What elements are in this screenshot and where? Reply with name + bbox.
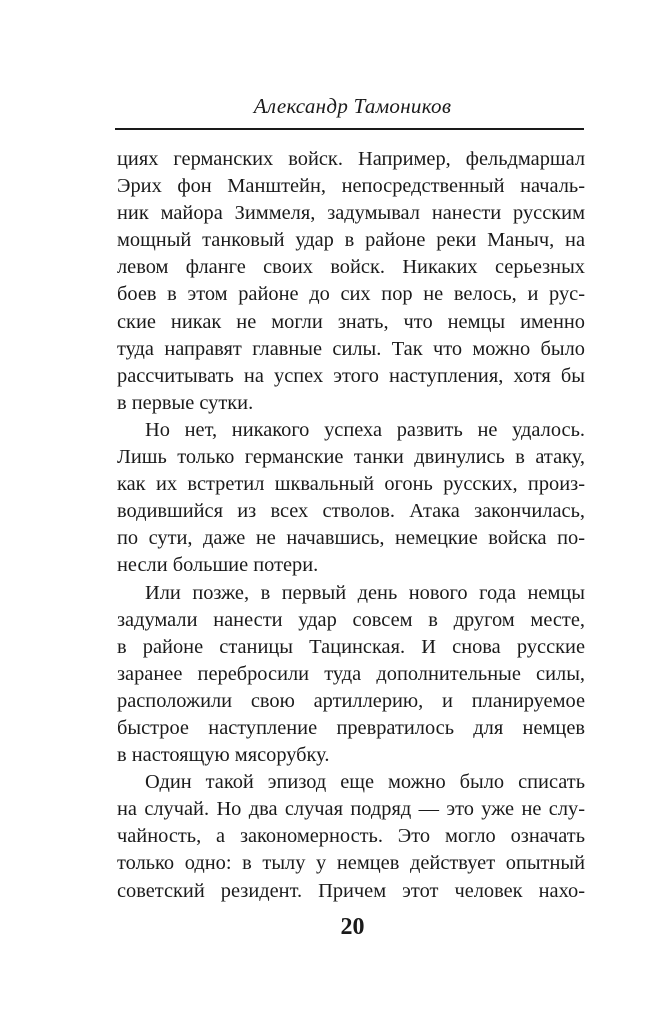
- body-text: [117, 146, 585, 905]
- paragraph-1: [117, 146, 585, 417]
- text-line: в районе станицы Тацинская. И снова русские: [117, 635, 585, 658]
- text-line: водившийся из всех стволов. Атака закончилась,: [117, 500, 585, 523]
- text-line: Но нет, никакого успеха развить не удалось.: [145, 418, 585, 441]
- page-number: 20: [340, 914, 365, 940]
- text-line: Один такой эпизод еще можно было списать: [145, 771, 585, 794]
- text-line: рассчитывать на успех этого наступления, хотя бы: [117, 364, 585, 387]
- text-line: расположили свою артиллерию, и планируемое: [117, 689, 585, 712]
- text-line: Лишь только германские танки двинулись в атаку,: [117, 446, 585, 469]
- text-line: левом фланге своих войск. Никаких серьезных: [117, 256, 585, 279]
- text-line: быстрое наступление превратилось для немцев: [117, 716, 585, 739]
- text-line: туда направят главные силы. Так что можно было: [117, 337, 585, 360]
- text-line: ник майора Зиммеля, задумывал нанести русским: [117, 202, 585, 225]
- text-line: боев в этом районе до сих пор не велось, и рус-: [117, 283, 585, 306]
- text-line: в первые сутки.: [117, 391, 254, 414]
- text-line: в настоящую мясорубку.: [117, 744, 330, 767]
- text-line: ские никак не могли знать, что немцы именно: [117, 310, 585, 333]
- running-head-author: Александр Тамоников: [253, 94, 452, 118]
- header-rule: [115, 128, 584, 130]
- text-line: заранее перебросили туда дополнительные силы,: [117, 662, 585, 685]
- text-line: советский резидент. Причем этот человек нахо-: [117, 879, 585, 902]
- paragraph-4: [117, 769, 585, 904]
- text-line: несли большие потери.: [117, 554, 319, 577]
- text-line: циях германских войск. Например, фельдмаршал: [117, 148, 585, 170]
- text-line: только одно: в тылу у немцев действует опытный: [117, 852, 585, 875]
- text-line: как их встретил шквальный огонь русских, произ-: [117, 473, 585, 496]
- text-line: на случай. Но два случая подряд — это уже не слу-: [117, 798, 585, 821]
- paragraph-2: [117, 417, 585, 580]
- text-line: по сути, даже не начавшись, немецкие войска по-: [117, 527, 585, 550]
- text-line: Эрих фон Манштейн, непосредственный началь-: [117, 175, 585, 198]
- text-line: чайность, а закономерность. Это могло означать: [117, 825, 585, 848]
- text-line: Или позже, в первый день нового года немцы: [145, 581, 585, 604]
- paragraph-3: [117, 580, 585, 770]
- text-line: мощный танковый удар в районе реки Маныч, на: [117, 229, 585, 252]
- text-line: задумали нанести удар совсем в другом месте,: [117, 608, 585, 631]
